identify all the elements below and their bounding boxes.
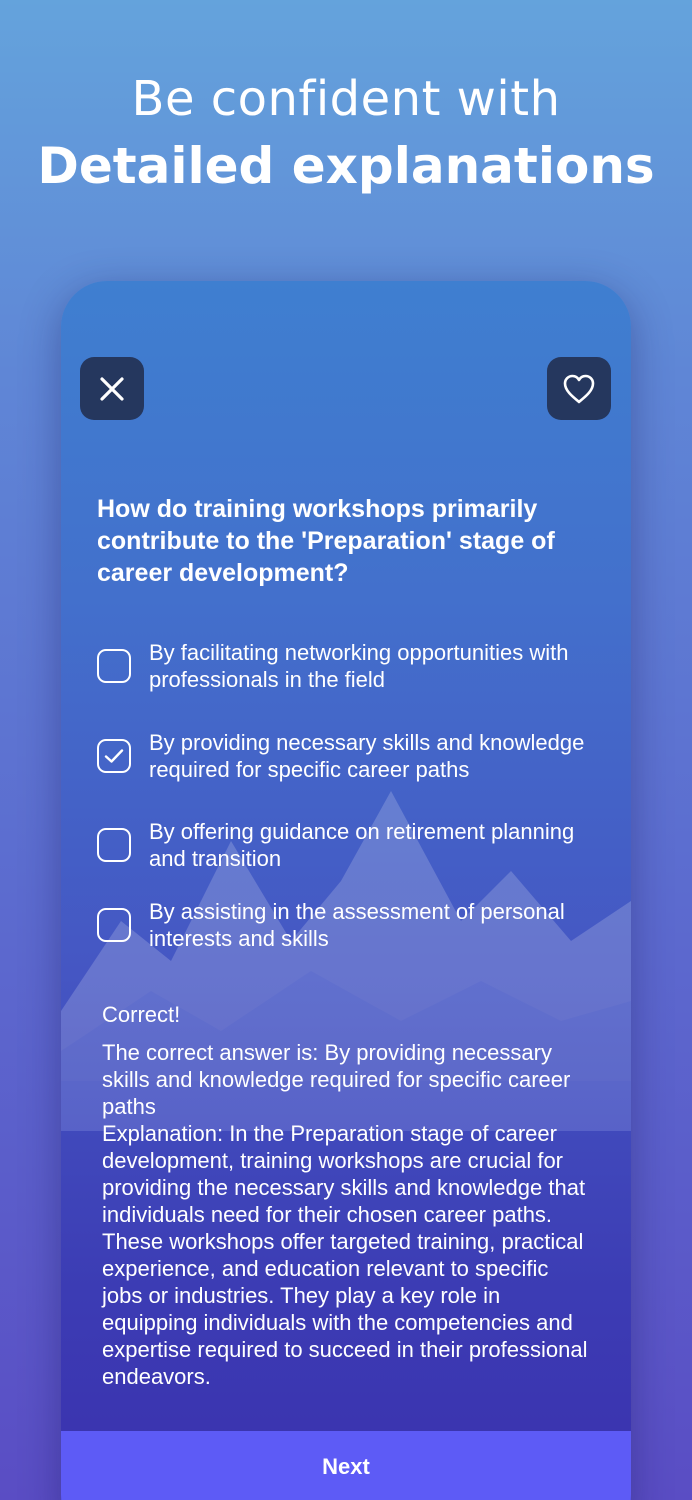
question-text: How do training workshops primarily contribute to the 'Preparation' stage of career development? [97, 495, 555, 587]
hero-heading [0, 68, 692, 202]
answer-option-label: By offering guidance on retirement planning and transition [149, 819, 575, 871]
answer-option[interactable] [97, 639, 597, 693]
answer-option[interactable] [97, 898, 597, 952]
answer-option-label: By facilitating networking opportunities with professionals in the field [149, 640, 569, 692]
answer-option[interactable] [97, 715, 597, 796]
phone-screen [61, 281, 631, 1500]
close-button[interactable] [80, 357, 144, 420]
checkbox[interactable] [97, 649, 131, 683]
checkmark-icon [104, 748, 124, 764]
answer-feedback [102, 1001, 592, 1390]
answer-options [97, 639, 597, 952]
feedback-explanation: The correct answer is: By providing necessary skills and knowledge required for specific career paths Explanation: In the Preparation stage of career development, training workshops are crucial for providing the necessary skills and knowledge that individuals need for their chosen career paths. These workshops offer targeted training, practical experience, and education relevant to specific jobs or industries. They play a key role in equipping individuals with the competencies and expertise required to succeed in their professional endeavors. [102, 1040, 588, 1389]
checkbox[interactable] [97, 908, 131, 942]
checkbox[interactable] [97, 828, 131, 862]
favorite-button[interactable] [547, 357, 611, 420]
answer-option[interactable] [97, 818, 597, 872]
heart-icon [562, 373, 596, 405]
checkbox-checked[interactable] [97, 739, 131, 773]
answer-option-label: By assisting in the assessment of personal interests and skills [149, 899, 565, 951]
answer-option-label: By providing necessary skills and knowledge required for specific career paths [149, 729, 585, 782]
close-icon [98, 375, 126, 403]
hero-title-line2: Detailed explanations [37, 137, 655, 195]
next-button[interactable]: Next [61, 1431, 631, 1500]
hero-title-line1: Be confident with [131, 71, 561, 127]
feedback-status: Correct! [102, 1002, 181, 1027]
